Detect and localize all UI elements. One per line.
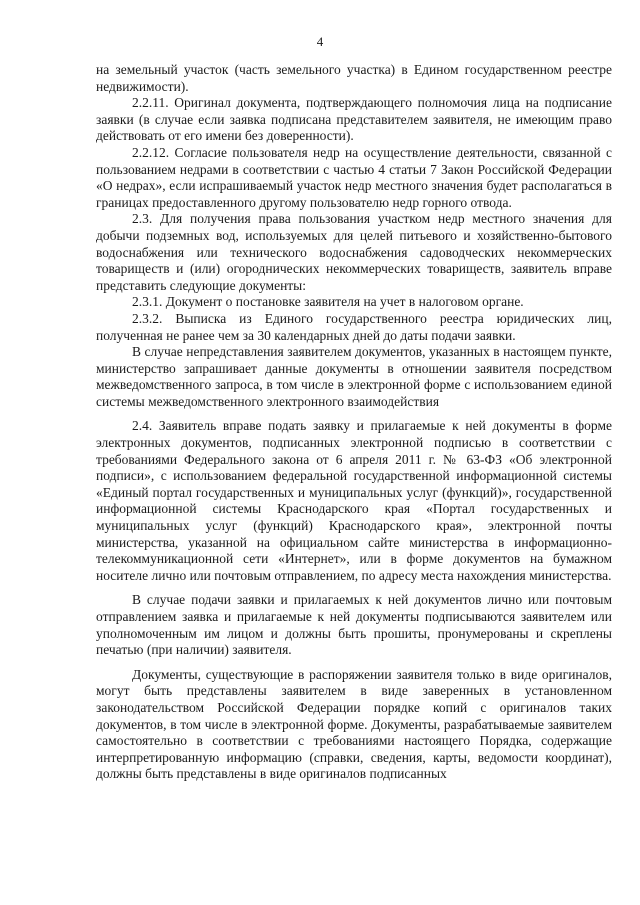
page-number: 4 bbox=[316, 34, 324, 49]
paragraph-2-2-12: 2.2.12. Согласие пользователя недр на осуществление деятельности, связанной с пользованием недрами в соответствии с частью 4 статьи 7 Закон Российской Федерации «О недрах», если испрашиваемый участок недр местного значения будет располагаться в границах предоставленного другому пользователю недр горного отвода. bbox=[96, 144, 612, 210]
paragraph-2-3-1: 2.3.1. Документ о постановке заявителя на учет в налоговом органе. bbox=[132, 294, 524, 310]
paragraph-2-3-2: 2.3.2. Выписка из Единого государственного реестра юридических лиц, полученная не ранее чем за 30 календарных дней до даты подачи заявки. bbox=[96, 310, 612, 343]
paragraph-originals: Документы, существующие в распоряжении заявителя только в виде оригиналов, могут быть представлены заявителем в виде заверенных в установленном законодательством Российской Федерации порядке копий с оригиналов таких документов, в том числе в электронной форме. Документы, разрабатываемые заявителем самостоятельно в соответствии с требованиями настоящего Порядка, содержащие интерпретированную информацию (справки, сведения, карты, ведомости координат), должны быть представлены в виде оригиналов подписанных bbox=[96, 666, 612, 782]
document-body bbox=[96, 62, 612, 783]
paragraph-continuation: на земельный участок (часть земельного участка) в Едином государственном реестре недвижимости). bbox=[96, 62, 612, 94]
paragraph-personal-submission: В случае подачи заявки и прилагаемых к ней документов лично или почтовым отправлением заявка и прилагаемые к ней документы подписываются заявителем или уполномоченным им лицом и должны быть прошиты, пронумерованы и скреплены печатью (при наличии) заявителя. bbox=[96, 592, 612, 658]
paragraph-nonsubmission: В случае непредставления заявителем документов, указанных в настоящем пункте, министерство запрашивает данные документы в отношении заявителя посредством межведомственного запроса, в том числе в электронной форме с использованием единой системы межведомственного электронного взаимодействия bbox=[96, 344, 612, 409]
paragraph-2-3: 2.3. Для получения права пользования участком недр местного значения для добычи подземных вод, используемых для целей питьевого и хозяйственно-бытового водоснабжения или технического водоснабжения садоводческих некоммерческих товариществ и (или) огороднических некоммерческих товариществ, заявитель вправе представить следующие документы: bbox=[96, 211, 612, 293]
paragraph-2-4: 2.4. Заявитель вправе подать заявку и прилагаемые к ней документы в форме электронных документов, подписанных электронной подписью в соответствии с требованиями Федерального закона от 6 апреля 2011 г. № 63-ФЗ «Об электронной подписи», с использованием федеральной государственной информационной системы «Единый портал государственных и муниципальных услуг (функций)», государственной информационной системы Краснодарского края «Портал государственных и муниципальных услуг (функций) Краснодарского края», электронной почты министерства, указанной на официальном сайте министерства в информационно-телекоммуникационной сети «Интернет», или в форме документов на бумажном носителе лично или почтовым отправлением, по адресу места нахождения министерства. bbox=[96, 418, 612, 583]
paragraph-2-2-11: 2.2.11. Оригинал документа, подтверждающего полномочия лица на подписание заявки (в случае если заявка подписана представителем заявителя, не имеющим право действовать от его имени без доверенности). bbox=[96, 95, 612, 144]
